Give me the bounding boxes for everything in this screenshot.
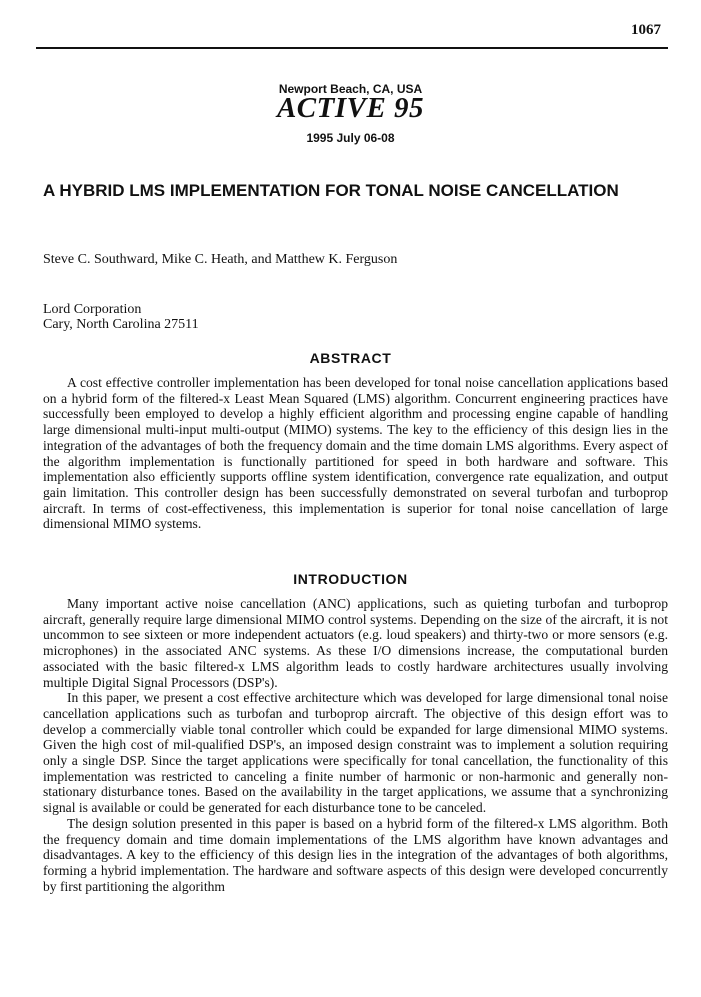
affiliation	[43, 302, 199, 332]
affiliation-organization: Lord Corporation	[43, 302, 142, 317]
abstract-heading: ABSTRACT	[309, 350, 392, 366]
page-number: 1067	[631, 22, 661, 38]
header-rule	[36, 47, 668, 49]
affiliation-address: Cary, North Carolina 27511	[43, 317, 199, 332]
abstract-body	[43, 375, 668, 532]
introduction-paragraph-1: Many important active noise cancellation (ANC) applications, such as quieting turbofan and turboprop aircraft, generally require large dimensional MIMO control systems. Depending on the size of the aircraft, it is not uncommon to see sixteen or more independent actuators (e.g. loud speakers) and thirty-two or more sensors (e.g. microphones) in the associated ANC systems. As these I/O dimensions increase, the computational burden associated with the basic filtered-x LMS algorithm leads to costly hardware architectures usually involving multiple Digital Signal Processors (DSP's).	[43, 596, 668, 690]
introduction-body	[43, 596, 668, 894]
introduction-paragraph-3: The design solution presented in this paper is based on a hybrid form of the filtered-x LMS algorithm. Both the frequency domain and time domain implementations of the LMS algorithm have known advantages and disadvantages. A key to the efficiency of this design lies in the integration of the advantages of both algorithms, forming a hybrid implementation. The hardware and software aspects of this design were developed concurrently by first partitioning the algorithm	[43, 815, 668, 894]
introduction-paragraph-2: In this paper, we present a cost effective architecture which was developed for large dimensional tonal noise cancellation applications such as turbofan and turboprop aircraft. The objective of this design effort was to develop a commercially viable tonal controller which could be expanded for large dimensional MIMO systems. Given the high cost of mil-qualified DSP's, an imposed design constraint was to implement a solution requiring only a single DSP. Since the target applications were specifically for tonal cancellation, the functionality of this implementation was restricted to canceling a finite number of harmonic or non-harmonic and generally non-stationary disturbance tones. Based on the availability in the target applications, we assume that a synchronizing signal is available or could be generated for each disturbance tone to be canceled.	[43, 690, 668, 816]
conference-name: ACTIVE 95	[276, 92, 425, 124]
paper-authors: Steve C. Southward, Mike C. Heath, and Matthew K. Ferguson	[43, 252, 398, 267]
paper-title: A HYBRID LMS IMPLEMENTATION FOR TONAL NOISE CANCELLATION	[43, 181, 619, 200]
conference-dates: 1995 July 06-08	[306, 131, 395, 145]
conference-location: Newport Beach, CA, USA	[278, 82, 423, 96]
abstract-paragraph: A cost effective controller implementation has been developed for tonal noise cancellation applications based on a hybrid form of the filtered-x Least Mean Squared (LMS) algorithm. Concurrent engineering practices have successfully been employed to develop a highly efficient algorithm and processing engine capable of handling large dimensional multi-input multi-output (MIMO) systems. The key to the efficiency of this design lies in the integration of the advantages of both the frequency domain and the time domain LMS algorithms. Every aspect of the algorithm implementation is functionally partitioned for speed in both hardware and software. This implementation also efficiently supports offline system identification, convergence rate equalization, and output gain limitation. This controller design has been successfully demonstrated on several turbofan and turboprop aircraft. In terms of cost-effectiveness, this implementation is superior for tonal noise cancellation of large dimensional MIMO systems.	[43, 375, 668, 532]
introduction-heading: INTRODUCTION	[293, 571, 408, 587]
